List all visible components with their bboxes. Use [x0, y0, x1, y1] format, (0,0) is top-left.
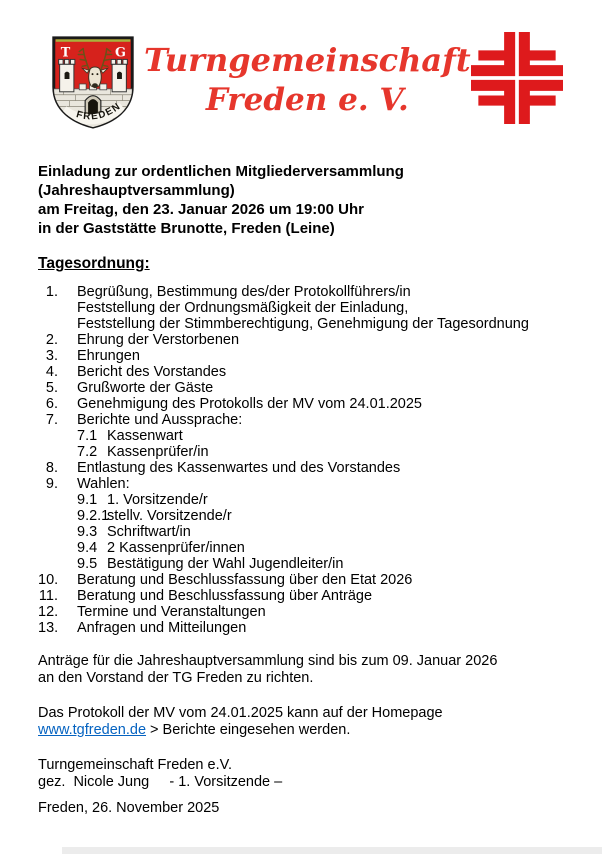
agenda-subitem-label: Bestätigung der Wahl Jugendleiter/in: [107, 556, 344, 572]
agenda-item-number: 11.: [38, 588, 58, 604]
agenda-item-text: Grußworte der Gäste: [77, 380, 214, 396]
agenda-subitem-number: 7.2: [77, 444, 98, 460]
agenda-item: [38, 396, 572, 412]
crest-letter-t: T: [60, 45, 71, 61]
agenda-item-number: 4.: [45, 364, 58, 380]
agenda-item: [38, 572, 572, 588]
agenda-subitem-label: stellv. Vorsitzende/r: [107, 508, 232, 524]
antraege-line2: an den Vorstand der TG Freden zu richten.: [38, 670, 314, 686]
club-crest-icon: [42, 30, 144, 132]
agenda-item-text: Ehrungen: [77, 348, 140, 364]
agenda-subitem: [38, 508, 572, 524]
agenda-subitem-text: [77, 524, 572, 540]
agenda-subitem-spacer: [38, 492, 58, 508]
agenda-subitem: [38, 428, 572, 444]
agenda-item: [38, 588, 572, 604]
agenda-item-number: 2.: [45, 332, 58, 348]
agenda-subitem: [38, 524, 572, 540]
agenda-subitem-label: 2 Kassenprüfer/innen: [107, 540, 245, 556]
invitation-block: [38, 162, 572, 238]
invitation-line: Einladung zur ordentlichen Mitgliederversammlung: [38, 163, 404, 180]
page-edge-strip: [62, 847, 602, 854]
agenda-item-text: Genehmigung des Protokolls der MV vom 24.01.2025: [77, 396, 422, 412]
agenda-subitem-text: [77, 556, 572, 572]
crest-banner-text: FREDEN: [74, 100, 124, 123]
agenda-item-number: 12.: [38, 604, 59, 620]
signature-block: [38, 757, 572, 791]
crest-letter-g: G: [115, 45, 126, 61]
agenda-item-text: Termine und Veranstaltungen: [77, 604, 266, 620]
agenda-subitem-spacer: [38, 524, 58, 540]
agenda-subitem: [38, 444, 572, 460]
agenda-subitem-number: 9.5: [77, 556, 98, 572]
protokoll-line2-rest: > Berichte eingesehen werden.: [146, 722, 351, 738]
agenda-subitem-spacer: [38, 508, 58, 524]
agenda-item-number: 5.: [45, 380, 58, 396]
agenda-item: [38, 460, 572, 476]
agenda-subitem: [38, 540, 572, 556]
agenda-item: [38, 380, 572, 396]
agenda-item-text: Beratung und Beschlussfassung über den Etat 2026: [77, 572, 413, 588]
agenda-subitem-spacer: [38, 444, 58, 460]
agenda-subitem-text: [77, 444, 572, 460]
agenda-subitem-spacer: [38, 556, 58, 572]
agenda-item: [38, 332, 572, 348]
agenda-list: [38, 284, 572, 636]
invitation-line: in der Gaststätte Brunotte, Freden (Leine): [38, 220, 335, 237]
agenda-item-number: 9.: [45, 476, 58, 492]
turnerkreuz-icon: [471, 32, 563, 124]
agenda-item: [38, 284, 572, 332]
agenda-subitem-spacer: [38, 428, 58, 444]
agenda-item-text: Beratung und Beschlussfassung über Anträge: [77, 588, 373, 604]
agenda-subitem-number: 9.3: [77, 524, 98, 540]
club-name-line1: Turngemeinschaft: [144, 41, 471, 79]
agenda-heading: Tagesordnung:: [38, 255, 150, 272]
agenda-item-text: Entlastung des Kassenwartes und des Vorstandes: [77, 460, 401, 476]
agenda-subitem-text: [77, 428, 572, 444]
antraege-note: [38, 653, 572, 687]
agenda-item-text: Ehrung der Verstorbenen: [77, 332, 240, 348]
invitation-line: am Freitag, den 23. Januar 2026 um 19:00 Uhr: [38, 201, 364, 218]
signature-org: Turngemeinschaft Freden e.V.: [38, 757, 232, 773]
club-name-line2: Freden e. V.: [205, 82, 409, 118]
agenda-subitem-label: 1. Vorsitzende/r: [107, 492, 208, 508]
agenda-subitem: [38, 556, 572, 572]
agenda-item-number: 7.: [45, 412, 58, 428]
club-title: [144, 30, 471, 120]
agenda-item-text: Anfragen und Mitteilungen: [77, 620, 247, 636]
agenda-item-number: 13.: [38, 620, 59, 636]
agenda-item-text: Bericht des Vorstandes: [77, 364, 227, 380]
agenda-subitem-text: [77, 492, 572, 508]
agenda-item: [38, 476, 572, 492]
agenda-subitem-text: [77, 508, 572, 524]
agenda-item: [38, 604, 572, 620]
agenda-subitem-label: Kassenwart: [107, 428, 183, 444]
tgfreden-link[interactable]: www.tgfreden.de: [38, 722, 147, 738]
agenda-item-number: 6.: [45, 396, 58, 412]
agenda-subitem-text: [77, 540, 572, 556]
agenda-subitem-number: 9.2.1: [77, 508, 110, 524]
agenda-item-text: Begrüßung, Bestimmung des/der Protokollführers/in Feststellung der Ordnungsmäßigkeit der Einladung, Feststellung der Stimmberechtigung, Genehmigung der Tagesordnung: [77, 284, 529, 332]
agenda-subitem: [38, 492, 572, 508]
signature-signed: gez. Nicole Jung - 1. Vorsitzende –: [38, 774, 283, 790]
protokoll-line1: Das Protokoll der MV vom 24.01.2025 kann auf der Homepage: [38, 705, 443, 721]
agenda-item-number: 1.: [45, 284, 58, 300]
letterhead: [0, 0, 602, 132]
agenda-subitem-number: 9.4: [77, 540, 98, 556]
agenda-item-number: 8.: [45, 460, 58, 476]
place-date: Freden, 26. November 2025: [38, 800, 220, 816]
agenda-subitem-spacer: [38, 540, 58, 556]
agenda-item-number: 10.: [38, 572, 59, 588]
agenda-item-number: 3.: [45, 348, 58, 364]
agenda-subitem-label: Schriftwart/in: [107, 524, 191, 540]
agenda-item-text: Berichte und Aussprache:: [77, 412, 243, 428]
agenda-item: [38, 364, 572, 380]
agenda-item: [38, 620, 572, 636]
agenda-item-text: Wahlen:: [77, 476, 130, 492]
protokoll-note: [38, 705, 572, 739]
agenda-item: [38, 412, 572, 428]
agenda-subitem-number: 9.1: [77, 492, 98, 508]
letter-body: [0, 162, 602, 817]
invitation-line: (Jahreshauptversammlung): [38, 182, 235, 199]
agenda-subitem-number: 7.1: [77, 428, 98, 444]
agenda-item: [38, 348, 572, 364]
antraege-line1: Anträge für die Jahreshauptversammlung sind bis zum 09. Januar 2026: [38, 653, 498, 669]
agenda-subitem-label: Kassenprüfer/in: [107, 444, 209, 460]
